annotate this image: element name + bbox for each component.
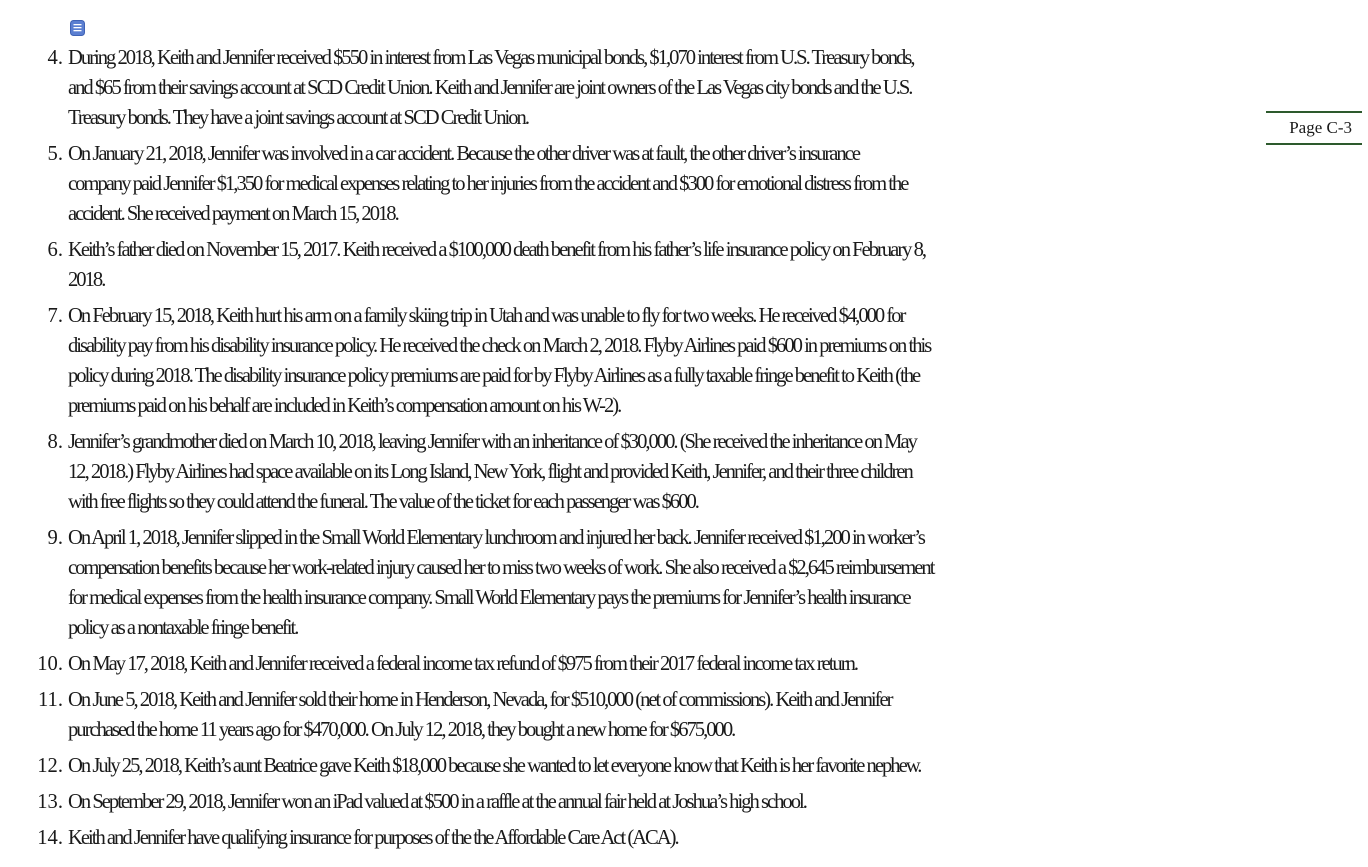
item-line: company paid Jennifer $1,350 for medical expenses relating to her injuries from the accident and $300 for emotional distress from the (68, 173, 908, 195)
item-number: 9. (47, 527, 63, 549)
item-line: On June 5, 2018, Keith and Jennifer sold their home in Henderson, Nevada, for $510,000 (net of commissions). Keith and Jennifer (68, 689, 892, 711)
item-line: and $65 from their savings account at SCD Credit Union. Keith and Jennifer are joint owners of the Las Vegas city bonds and the U.S. (68, 77, 912, 99)
item-line: for medical expenses from the health insurance company. Small World Elementary pays the premiums for Jennifer’s health insurance (68, 587, 910, 609)
list-item (0, 823, 1368, 853)
item-line: On July 25, 2018, Keith’s aunt Beatrice gave Keith $18,000 because she wanted to let everyone know that Keith is her favorite nephew. (68, 755, 921, 777)
list-item (0, 235, 1368, 295)
problem-list (0, 43, 1368, 859)
item-line: On September 29, 2018, Jennifer won an iPad valued at $500 in a raffle at the annual fair held at Joshua’s high school. (68, 791, 806, 813)
list-item (0, 649, 1368, 679)
list-item (0, 685, 1368, 745)
list-item (0, 139, 1368, 229)
item-line: On May 17, 2018, Keith and Jennifer received a federal income tax refund of $975 from their 2017 federal income tax return. (68, 653, 858, 675)
list-item (0, 751, 1368, 781)
item-line: policy as a nontaxable fringe benefit. (68, 617, 298, 639)
item-line: disability pay from his disability insurance policy. He received the check on March 2, 2018. Flyby Airlines paid $600 in premiums on this (68, 335, 931, 357)
item-number: 7. (47, 305, 63, 327)
item-number: 13. (37, 791, 63, 813)
item-line: 12, 2018.) Flyby Airlines had space available on its Long Island, New York, flight and provided Keith, Jennifer, and their three children (68, 461, 912, 483)
page-marker-label: Page C-3 (1289, 118, 1352, 137)
item-number: 11. (38, 689, 63, 711)
item-line: Jennifer’s grandmother died on March 10, 2018, leaving Jennifer with an inheritance of $30,000. (She received the inheritance on May (68, 431, 916, 453)
item-number: 12. (37, 755, 63, 777)
item-number: 5. (47, 143, 63, 165)
item-line: 2018. (68, 269, 105, 291)
item-number: 4. (47, 47, 63, 69)
item-line: purchased the home 11 years ago for $470,000. On July 12, 2018, they bought a new home for $675,000. (68, 719, 735, 741)
item-line: with free flights so they could attend the funeral. The value of the ticket for each passenger was $600. (68, 491, 698, 513)
item-line: During 2018, Keith and Jennifer received $550 in interest from Las Vegas municipal bonds, $1,070 interest from U.S. Treasury bonds, (68, 47, 914, 69)
item-line: accident. She received payment on March 15, 2018. (68, 203, 398, 225)
document-icon[interactable] (70, 20, 85, 36)
item-line: Keith’s father died on November 15, 2017. Keith received a $100,000 death benefit from his father’s life insurance policy on February 8, (68, 239, 926, 261)
item-line: policy during 2018. The disability insurance policy premiums are paid for by Flyby Airlines as a fully taxable fringe benefit to Keith (the (68, 365, 920, 387)
item-line: compensation benefits because her work-related injury caused her to miss two weeks of work. She also received a $2,645 reimbursement (68, 557, 934, 579)
list-item (0, 301, 1368, 421)
list-item (0, 43, 1368, 133)
item-number: 8. (47, 431, 63, 453)
list-item (0, 427, 1368, 517)
item-line: Treasury bonds. They have a joint savings account at SCD Credit Union. (68, 107, 529, 129)
list-item (0, 787, 1368, 817)
item-number: 6. (47, 239, 63, 261)
item-number: 14. (37, 827, 63, 849)
item-number: 10. (37, 653, 63, 675)
item-line: premiums paid on his behalf are included in Keith’s compensation amount on his W-2). (68, 395, 621, 417)
list-item (0, 523, 1368, 643)
item-line: On January 21, 2018, Jennifer was involved in a car accident. Because the other driver was at fault, the other driver’s insurance (68, 143, 859, 165)
item-line: On April 1, 2018, Jennifer slipped in the Small World Elementary lunchroom and injured her back. Jennifer received $1,200 in worker’s (68, 527, 924, 549)
item-line: On February 15, 2018, Keith hurt his arm on a family skiing trip in Utah and was unable to fly for two weeks. He received $4,000 for (68, 305, 905, 327)
item-line: Keith and Jennifer have qualifying insurance for purposes of the the Affordable Care Act (ACA). (68, 827, 678, 849)
